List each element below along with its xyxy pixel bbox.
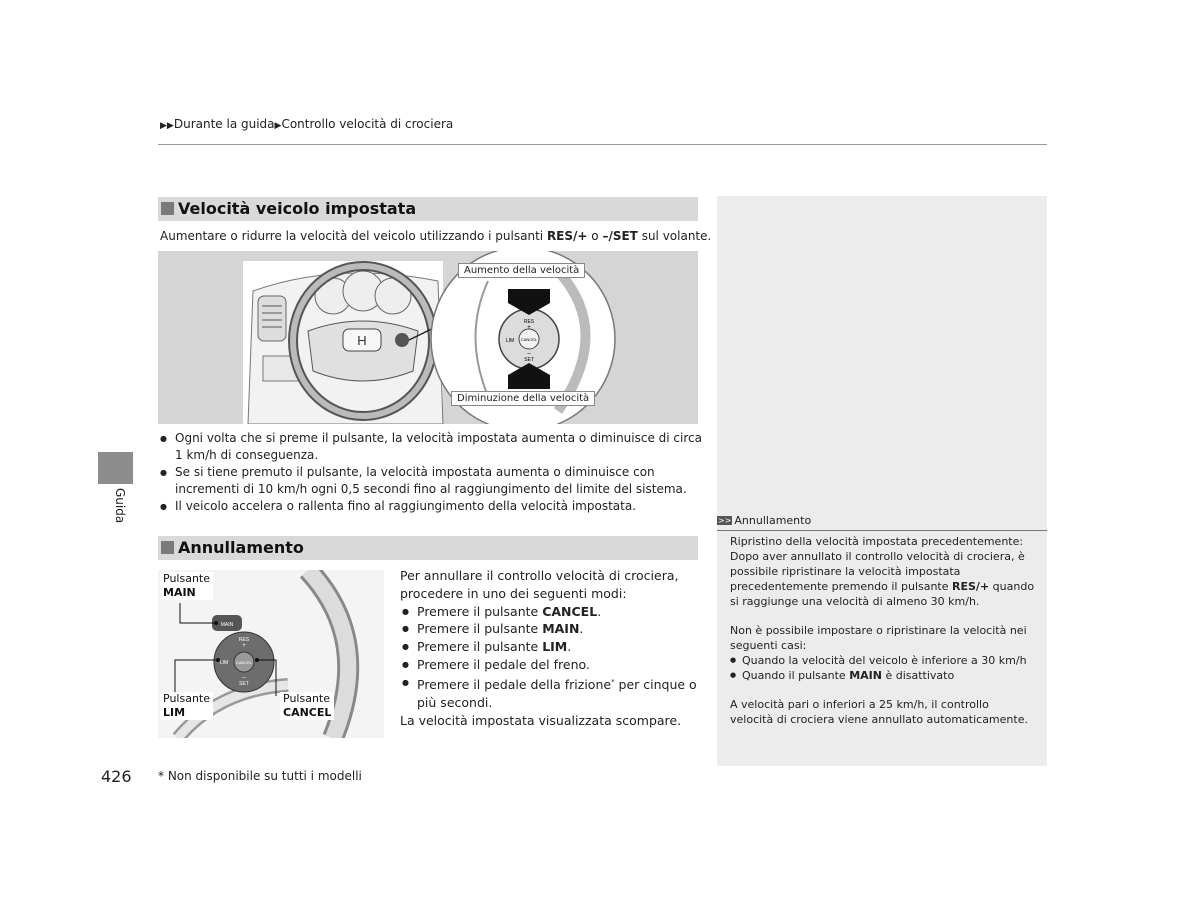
section-heading <box>158 197 698 221</box>
list-item: ● Se si tiene premuto il pulsante, la velocità impostata aumenta o diminuisce con incrementi di 10 km/h ogni 0,5 secondi fino al raggiungimento del limite del sistema. <box>158 464 703 498</box>
callout-speed-down: Diminuzione della velocità <box>451 391 595 406</box>
list-item: ● Premere il pulsante MAIN. <box>400 620 700 638</box>
intro-text: o <box>587 229 603 243</box>
heading-square-icon <box>161 202 174 215</box>
note-heading <box>717 514 1047 531</box>
breadcrumb-arrow-icon: ▶ <box>274 121 282 131</box>
switch-res-label: RES <box>523 319 535 325</box>
heading-square-icon <box>161 541 174 554</box>
breadcrumb-arrow-icon: ▶▶ <box>160 121 174 131</box>
list-item: ● Quando il pulsante MAIN è disattivato <box>730 668 1035 683</box>
note-text: Ripristino della velocità impostata precedentemente: <box>730 535 1024 548</box>
btn-main-text: MAIN <box>220 622 234 628</box>
note-text: Dopo aver annullato il controllo velocità di crociera, è possibile ripristinare la velocità impostata precedentemente premendo il pulsante RES/+ quando si raggiunge una velocità di almeno 30 km/h. <box>730 550 1035 608</box>
switch-lim-label: LIM <box>505 338 515 344</box>
cancel-instructions <box>400 567 700 729</box>
intro-text: sul volante. <box>637 229 712 243</box>
switch-plus-label: + <box>527 325 531 331</box>
label-cancel-button <box>280 692 334 720</box>
list-item: ● Il veicolo accelera o rallenta fino al raggiungimento della velocità impostata. <box>158 498 703 515</box>
section-title: Velocità veicolo impostata <box>178 199 417 218</box>
label-main-button <box>160 572 213 600</box>
steering-wheel-illustration <box>158 251 698 424</box>
steering-wheel-figure <box>158 251 698 424</box>
note-text: A velocità pari o inferiori a 25 km/h, il controllo velocità di crociera viene annullato automaticamente. <box>730 698 1028 726</box>
footnote: * Non disponibile su tutti i modelli <box>158 769 362 783</box>
label-button-name: LIM <box>163 706 186 719</box>
btn-res-text: RES <box>238 637 250 643</box>
section-intro <box>160 228 712 245</box>
section1-bullets <box>158 430 703 515</box>
btn-minus-text: – <box>242 675 246 681</box>
res-button-ref: RES/+ <box>546 229 588 243</box>
cancel-intro: Per annullare il controllo velocità di crociera, procedere in uno dei seguenti modi: <box>400 568 679 601</box>
list-item: ● Premere il pulsante LIM. <box>400 638 700 656</box>
list-item: ● Premere il pedale del freno. <box>400 656 700 674</box>
list-item: ● Ogni volta che si preme il pulsante, la velocità impostata aumenta o diminuisce di circa 1 km/h di conseguenza. <box>158 430 703 464</box>
switch-minus-label: – <box>527 351 531 357</box>
section-title: Annullamento <box>178 538 304 557</box>
switch-set-label: SET <box>524 357 534 363</box>
btn-cancel-text: CANCEL <box>235 660 253 665</box>
note-title: Annullamento <box>734 514 812 527</box>
list-item: ● Premere il pedale della frizione* per cinque o più secondi. <box>400 674 700 712</box>
cancel-buttons-figure <box>158 570 384 738</box>
label-button-name: MAIN <box>163 586 196 599</box>
breadcrumb-item: Controllo velocità di crociera <box>281 117 454 131</box>
label-prefix: Pulsante <box>163 572 210 585</box>
page-number: 426 <box>101 767 132 786</box>
btn-set-text: SET <box>239 681 249 687</box>
switch-cancel-label: CANCEL <box>520 337 538 342</box>
header-rule <box>158 144 1047 145</box>
note-text: Non è possibile impostare o ripristinare la velocità nei seguenti casi: <box>730 624 1027 652</box>
list-item: ● Premere il pulsante CANCEL. <box>400 603 700 621</box>
intro-text: Aumentare o ridurre la velocità del veicolo utilizzando i pulsanti <box>160 229 547 243</box>
note-body <box>730 534 1035 727</box>
btn-lim-text: LIM <box>219 660 229 666</box>
cancel-closing: La velocità impostata visualizzata scompare. <box>400 712 682 728</box>
btn-plus-text: + <box>242 643 246 649</box>
section-heading <box>158 536 698 560</box>
label-button-name: CANCEL <box>283 706 332 719</box>
svg-text:H: H <box>357 333 367 348</box>
chapter-tab <box>98 452 133 484</box>
set-button-ref: –/SET <box>602 229 638 243</box>
breadcrumb-item: Durante la guida <box>173 117 275 131</box>
list-item: ● Quando la velocità del veicolo è inferiore a 30 km/h <box>730 653 1035 668</box>
chapter-label: Guida <box>113 488 127 524</box>
label-prefix: Pulsante <box>283 692 330 705</box>
label-lim-button <box>160 692 213 720</box>
breadcrumb <box>160 117 453 131</box>
label-prefix: Pulsante <box>163 692 210 705</box>
callout-speed-up: Aumento della velocità <box>458 263 585 278</box>
note-ref-icon: >> <box>718 516 732 525</box>
